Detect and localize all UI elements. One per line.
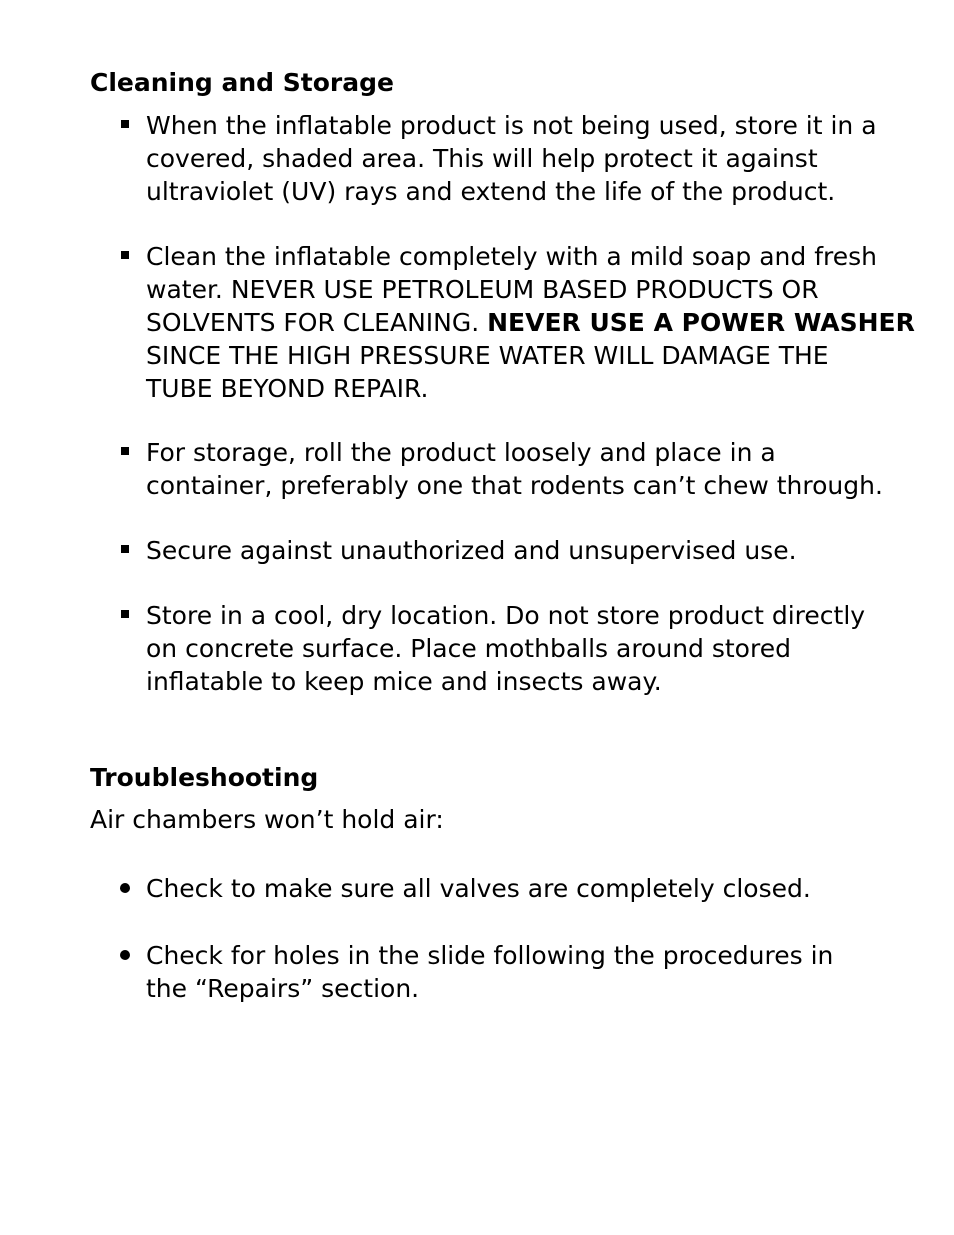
troubleshooting-intro: Air chambers won’t hold air: xyxy=(90,805,444,834)
troubleshooting-heading: Troubleshooting xyxy=(90,763,319,792)
round-bullet-icon xyxy=(120,950,130,960)
list-item: Secure against unauthorized and unsupervised use. xyxy=(146,534,906,567)
square-bullet-icon xyxy=(121,545,129,553)
mixed-emphasis-line: SOLVENTS FOR CLEANING. NEVER USE A POWER WASHER xyxy=(146,308,915,337)
list-item: Check to make sure all valves are completely closed. xyxy=(146,872,906,905)
power-washer-warning: NEVER USE A POWER WASHER xyxy=(487,308,915,337)
round-bullet-icon xyxy=(120,883,130,893)
list-item: For storage, roll the product loosely and place in a container, preferably one that rodents can’t chew through. xyxy=(146,436,906,502)
list-item: Store in a cool, dry location. Do not store product directly on concrete surface. Place mothballs around stored inflatable to keep mice and insects away. xyxy=(146,599,906,698)
square-bullet-icon xyxy=(121,251,129,259)
cleaning-storage-heading: Cleaning and Storage xyxy=(90,68,394,97)
list-item: When the inflatable product is not being used, store it in a covered, shaded area. This will help protect it against ultraviolet (UV) rays and extend the life of the product. xyxy=(146,109,906,208)
square-bullet-icon xyxy=(121,447,129,455)
list-item: Check for holes in the slide following the procedures in the “Repairs” section. xyxy=(146,939,906,1005)
list-item: Clean the inflatable completely with a mild soap and fresh water. NEVER USE PETROLEUM BASED PRODUCTS OR SOLVENTS FOR CLEANING. NEVER USE A POWER WASHER SINCE THE HIGH PRESSURE WATER WILL DAMAGE THE TUBE BEYOND REPAIR. xyxy=(146,240,906,405)
square-bullet-icon xyxy=(121,610,129,618)
square-bullet-icon xyxy=(121,120,129,128)
